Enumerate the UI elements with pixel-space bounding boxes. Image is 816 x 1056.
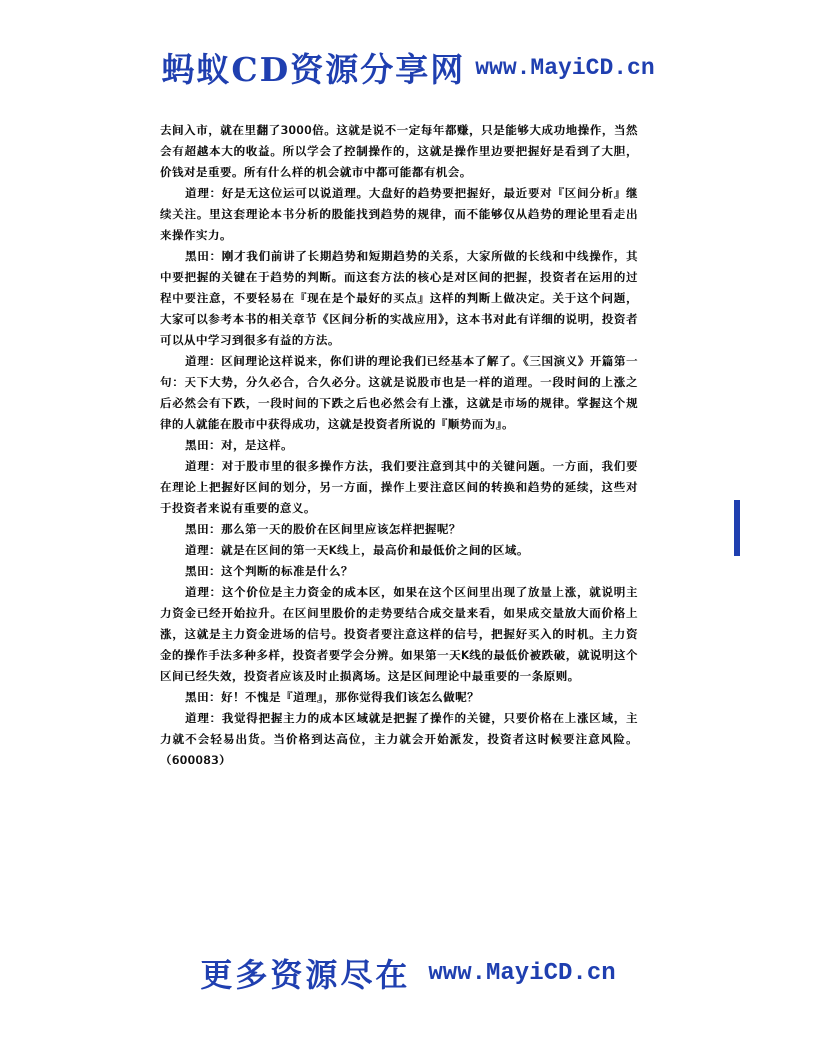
- body-paragraph: 道理：好是无这位运可以说道理。大盘好的趋势要把握好，最近要对『区间分析』继续关注。里这套理论本书分析的股能找到趋势的规律，而不能够仅从趋势的理论里看走出来操作实力。: [160, 186, 638, 242]
- body-paragraph: 道理：这个价位是主力资金的成本区，如果在这个区间里出现了放量上涨，就说明主力资金已经开始拉升。在区间里股价的走势要结合成交量来看，如果成交量放大而价格上涨，这就是主力资金进场的信号。投资者要注意这样的信号，把握好买入的时机。主力资金的操作手法多种多样，投资者要学会分辨。如果第一天K线的最低价被跌破，就说明这个区间已经失效，投资者应该及时止损离场。这是区间理论中最重要的一条原则。: [160, 585, 638, 683]
- site-url: www.MayiCD.cn: [475, 54, 655, 81]
- footer-slogan: 更多资源尽在: [200, 956, 411, 994]
- body-paragraph: 黑田：刚才我们前讲了长期趋势和短期趋势的关系，大家所做的长线和中线操作，其中要把握的关键在于趋势的判断。而这套方法的核心是对区间的把握，投资者在运用的过程中要注意，不要轻易在『现在是个最好的买点』这样的判断上做决定。关于这个问题，大家可以参考本书的相关章节《区间分析的实战应用》，这本书对此有详细的说明，投资者可以从中学习到很多有益的方法。: [160, 249, 638, 347]
- body-paragraph: 道理：就是在区间的第一天K线上，最高价和最低价之间的区域。: [185, 543, 529, 557]
- margin-marker-bar: [734, 500, 740, 556]
- header-watermark-banner: [0, 44, 816, 100]
- body-paragraph: 道理：区间理论这样说来，你们讲的理论我们已经基本了解了。《三国演义》开篇第一句：天下大势，分久必合，合久必分。这就是说股市也是一样的道理。一段时间的上涨之后必然会有下跌，一段时间的下跌之后也必然会有上涨，这就是市场的规律。掌握这个规律的人就能在股市中获得成功，这就是投资者所说的『顺势而为』。: [160, 354, 638, 431]
- body-paragraph: 黑田：那么第一天的股价在区间里应该怎样把握呢？: [185, 522, 461, 536]
- footer-watermark-banner: [0, 950, 816, 1010]
- footer-url: www.MayiCD.cn: [428, 959, 616, 987]
- body-paragraph: 黑田：好！不愧是『道理』，那你觉得我们该怎么做呢？: [185, 690, 480, 704]
- body-paragraph: 道理：对于股市里的很多操作方法，我们要注意到其中的关键问题。一方面，我们要在理论上把握好区间的划分，另一方面，操作上要注意区间的转换和趋势的延续，这些对于投资者来说有重要的意义。: [160, 459, 638, 515]
- body-paragraph: 道理：我觉得把握主力的成本区域就是把握了操作的关键，只要价格在上涨区域，主力就不会轻易出货。当价格到达高位，主力就会开始派发，投资者这时候要注意风险。（600083）: [160, 711, 638, 767]
- body-paragraph: 去间入市，就在里翻了3000倍。这就是说不一定每年都赚，只是能够大成功地操作，当然会有超越本大的收益。所以学会了控制操作的，这就是操作里边要把握好是看到了大胆，价钱对是重要。所有什么样的机会就市中都可能都有机会。: [160, 123, 638, 179]
- document-body: [160, 120, 638, 771]
- site-name: 蚂蚁CD资源分享网: [161, 50, 466, 89]
- body-paragraph: 黑田：这个判断的标准是什么？: [185, 564, 353, 578]
- body-paragraph: 黑田：对，是这样。: [185, 438, 293, 452]
